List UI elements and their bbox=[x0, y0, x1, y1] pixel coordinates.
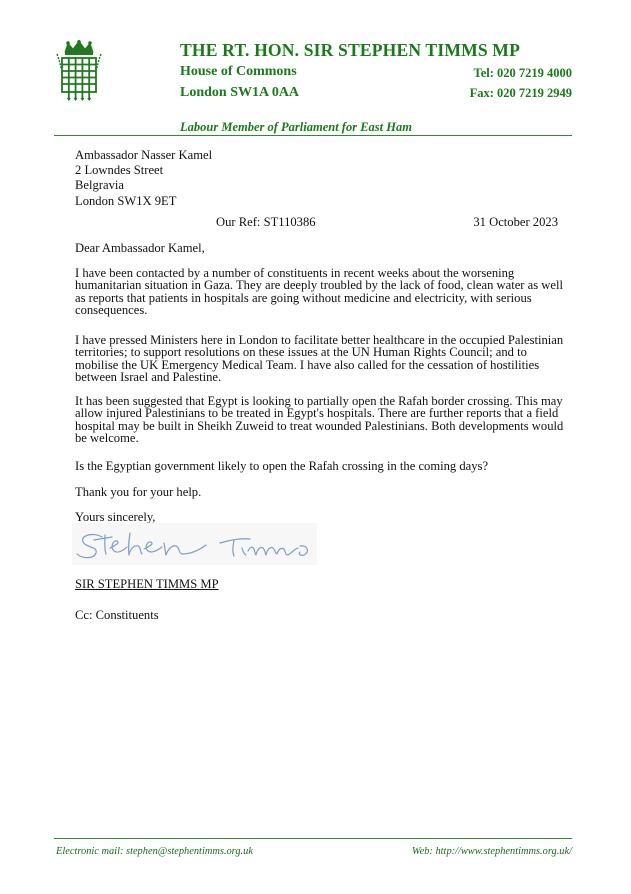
salutation-text: Dear Ambassador Kamel, bbox=[75, 241, 205, 255]
header-divider bbox=[54, 135, 572, 136]
footer-divider bbox=[54, 838, 572, 839]
paragraph-3-text: It has been suggested that Egypt is looking to partially open the Rafah border crossing. This may allow injured Palestinians to be treated in Egypt's hospitals. There are further reports that a field hospital may be built in Sheikh Zuweid to treat wounded Palestinians. Both developments would be welcome. bbox=[75, 394, 564, 446]
telephone-number: Tel: 020 7219 4000 bbox=[473, 66, 572, 80]
recipient-city: London SW1X 9ET bbox=[75, 193, 177, 208]
paragraph-4 bbox=[75, 460, 565, 472]
fax-number: Fax: 020 7219 2949 bbox=[469, 86, 572, 100]
recipient-area: Belgravia bbox=[75, 178, 124, 193]
paragraph-1-text: I have been contacted by a number of constituents in recent weeks about the worsening humanitarian situation in Gaza. They are deeply troubled by the lack of food, clean water as well as reports that patients in hospitals are going without medicine and electricity, with serious consequences. bbox=[75, 266, 563, 318]
mp-name-heading: THE RT. HON. SIR STEPHEN TIMMS MP bbox=[180, 40, 520, 60]
thanks-text: Thank you for your help. bbox=[75, 485, 202, 499]
handwritten-signature bbox=[72, 523, 317, 565]
party-tagline: Labour Member of Parliament for East Ham bbox=[180, 120, 412, 134]
thanks-line bbox=[75, 486, 565, 498]
closing-line bbox=[75, 511, 565, 523]
recipient-name: Ambassador Nasser Kamel bbox=[75, 148, 213, 162]
footer-website: Web: http://www.stephentimms.org.uk/ bbox=[411, 846, 572, 857]
reference-number: Our Ref: ST110386 bbox=[216, 215, 316, 229]
cc-line: Cc: Constituents bbox=[75, 608, 159, 622]
house-of-commons-label: House of Commons bbox=[180, 64, 297, 79]
letter-date: 31 October 2023 bbox=[473, 215, 558, 229]
recipient-street: 2 Lowndes Street bbox=[75, 163, 164, 178]
closing-text: Yours sincerely, bbox=[75, 510, 156, 524]
signatory-name: SIR STEPHEN TIMMS MP bbox=[75, 577, 219, 591]
portcullis-icon bbox=[54, 40, 104, 102]
paragraph-2-text: I have pressed Ministers here in London to facilitate better healthcare in the occupied Palestinian territories; to support resolutions on these issues at the UN Human Rights Council; and to mobilise the UK Emergency Medical Team. I have also called for the cessation of hostilities between Israel and Palestine. bbox=[75, 333, 564, 385]
paragraph-1 bbox=[75, 267, 565, 317]
salutation bbox=[75, 242, 565, 254]
paragraph-4-text: Is the Egyptian government likely to open the Rafah crossing in the coming days? bbox=[75, 459, 489, 473]
recipient-address bbox=[75, 148, 212, 209]
paragraph-2 bbox=[75, 334, 565, 384]
city-postcode-label: London SW1A 0AA bbox=[180, 85, 300, 100]
paragraph-3 bbox=[75, 395, 565, 445]
footer-email: Electronic mail: stephen@stephentimms.org.uk bbox=[56, 846, 253, 857]
